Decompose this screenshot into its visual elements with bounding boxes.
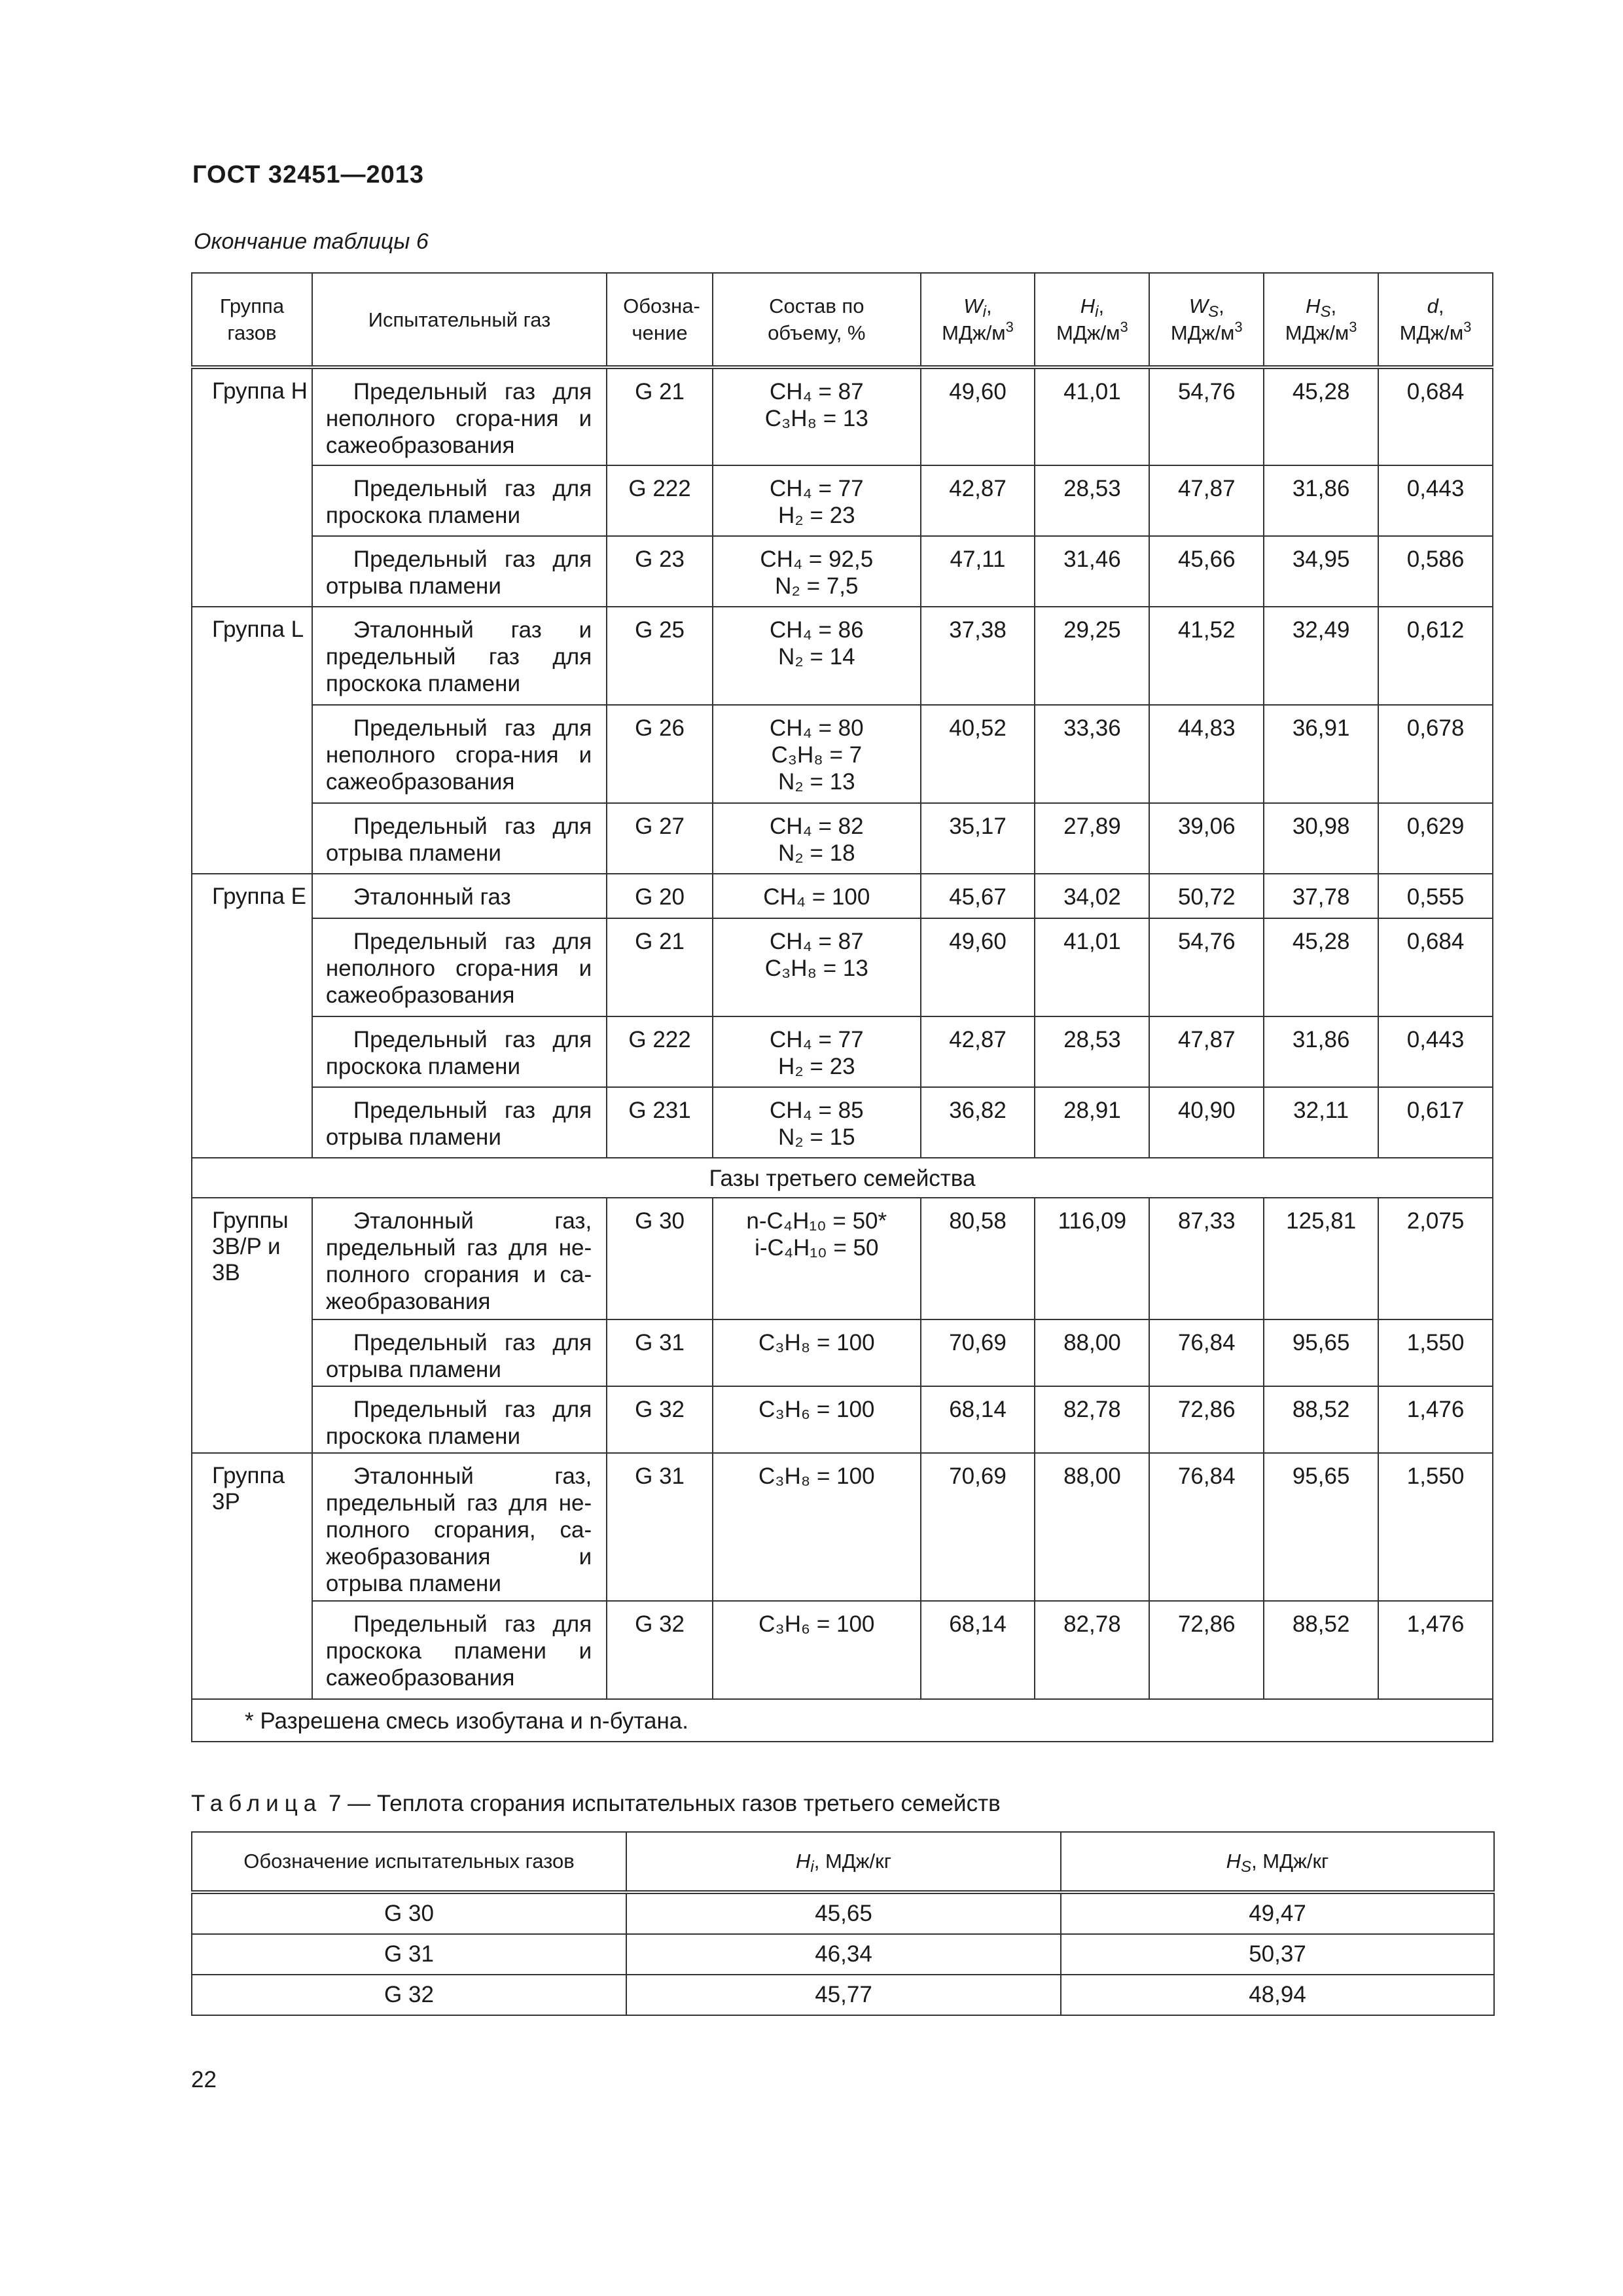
group-cell: Группы 3В/P и 3В [192,1198,312,1453]
header-composition: Состав по объему, % [713,273,921,367]
table-7-caption [191,1791,1001,1817]
header-ws: $W_S$, МДж/$м^3$ [1149,273,1264,367]
composition-line: N₂ = 13 [777,769,855,795]
table-row [192,1198,1493,1319]
designation-cell: G 31 [607,1453,713,1601]
value-wi: 49,60 [921,918,1035,1016]
designation-cell: G 30 [607,1198,713,1319]
gas-cell [312,1087,607,1158]
value-hs: 45,28 [1264,918,1378,1016]
gas-text: Эталонный газ [353,884,511,910]
table-row [192,874,1493,918]
value-ws: 40,90 [1149,1087,1264,1158]
composition-line: CH₄ = 86 [769,617,864,643]
value-ws: 54,76 [1149,918,1264,1016]
value-hs: 36,91 [1264,705,1378,803]
gas-cell [312,1198,607,1319]
value-d: 0,443 [1378,1016,1493,1087]
table-7-header-row [192,1832,1494,1892]
value-ws: 41,52 [1149,607,1264,705]
value-d: 0,617 [1378,1087,1493,1158]
value-ws: 45,66 [1149,536,1264,607]
composition-cell [713,1601,921,1699]
composition-line: C₃H₆ = 100 [758,1611,875,1637]
composition-cell [713,918,921,1016]
value-ws: 47,87 [1149,465,1264,536]
table-row [192,918,1493,1016]
table-7-caption-word: Таблица [191,1791,323,1816]
table-7-row [192,1892,1494,1934]
composition-line: CH₄ = 100 [763,884,870,910]
value-wi: 36,82 [921,1087,1035,1158]
composition-line: i-C₄H₁₀ = 50 [755,1235,879,1261]
composition-line: N₂ = 7,5 [775,573,859,599]
gas-cell [312,1386,607,1453]
value-hs: 88,52 [1264,1601,1378,1699]
header-group: Группа газов [192,273,312,367]
value-d: 0,555 [1378,874,1493,918]
composition-cell [713,367,921,465]
value-hs: 37,78 [1264,874,1378,918]
composition-line: CH₄ = 80 [769,715,864,741]
gas-cell [312,1601,607,1699]
value-d: 1,550 [1378,1453,1493,1601]
value-d: 0,678 [1378,705,1493,803]
value-hi: 27,89 [1035,803,1149,874]
t7-cell-hs: 50,37 [1061,1934,1494,1975]
value-hi: 82,78 [1035,1386,1149,1453]
value-ws: 87,33 [1149,1198,1264,1319]
composition-line: C₃H₈ = 100 [758,1463,875,1489]
value-d: 0,612 [1378,607,1493,705]
composition-line: C₃H₈ = 13 [764,956,868,981]
gas-text: Предельный газ для проскока пламени [325,1027,592,1079]
composition-line: CH₄ = 77 [769,476,864,501]
t7-header-designation: Обозначение испытательных газов [192,1832,626,1892]
gas-text: Предельный газ для проскока пламени [325,476,592,528]
composition-line: N₂ = 18 [777,840,855,866]
designation-cell: G 21 [607,918,713,1016]
composition-cell [713,874,921,918]
value-hi: 116,09 [1035,1198,1149,1319]
table-7 [191,1831,1495,2016]
gas-cell [312,1016,607,1087]
table-row [192,705,1493,803]
designation-cell: G 26 [607,705,713,803]
composition-cell [713,465,921,536]
header-d: d, МДж/$м^3$ [1378,273,1493,367]
gas-text: Предельный газ для отрыва пламени [325,1098,592,1150]
composition-line: H₂ = 23 [777,1054,855,1079]
value-hs: 34,95 [1264,536,1378,607]
value-hs: 30,98 [1264,803,1378,874]
designation-cell: G 23 [607,536,713,607]
section-row [192,1158,1493,1198]
composition-line: CH₄ = 82 [769,814,864,839]
value-hs: 95,65 [1264,1319,1378,1386]
composition-cell [713,1087,921,1158]
gas-text: Предельный газ для отрыва пламени [325,1330,592,1382]
value-hs: 32,49 [1264,607,1378,705]
value-hi: 88,00 [1035,1319,1149,1386]
value-hs: 95,65 [1264,1453,1378,1601]
composition-cell [713,1453,921,1601]
value-wi: 45,67 [921,874,1035,918]
table-row [192,1601,1493,1699]
composition-cell [713,803,921,874]
table-row [192,1319,1493,1386]
gas-text: Предельный газ для неполного сгора-ния и сажеобразования [325,379,592,458]
gas-cell [312,465,607,536]
composition-line: CH₄ = 85 [769,1098,864,1123]
gas-cell [312,874,607,918]
designation-cell: G 231 [607,1087,713,1158]
header-wi: $W_i$, МДж/$м^3$ [921,273,1035,367]
value-d: 0,684 [1378,918,1493,1016]
composition-cell [713,536,921,607]
gas-text: Предельный газ для неполного сгора-ния и сажеобразования [325,715,592,795]
t7-cell-hi: 45,77 [626,1975,1061,2015]
composition-line: C₃H₆ = 100 [758,1397,875,1422]
designation-cell: G 21 [607,367,713,465]
value-hs: 88,52 [1264,1386,1378,1453]
composition-cell [713,705,921,803]
designation-cell: G 20 [607,874,713,918]
composition-line: CH₄ = 77 [769,1027,864,1052]
value-hs: 32,11 [1264,1087,1378,1158]
gas-text: Предельный газ для проскока пламени и сажеобразования [325,1611,592,1691]
t7-cell-des: G 32 [192,1975,626,2015]
header-hi: $H_i$, МДж/$м^3$ [1035,273,1149,367]
composition-cell [713,1016,921,1087]
gas-text: Предельный газ для неполного сгора-ния и сажеобразования [325,929,592,1008]
value-hi: 28,53 [1035,1016,1149,1087]
section-title: Газы третьего семейства [192,1158,1493,1198]
header-designation: Обозна-чение [607,273,713,367]
value-wi: 42,87 [921,465,1035,536]
value-wi: 40,52 [921,705,1035,803]
designation-cell: G 32 [607,1601,713,1699]
group-cell: Группа L [192,607,312,874]
t7-cell-hi: 46,34 [626,1934,1061,1975]
value-ws: 39,06 [1149,803,1264,874]
value-hs: 125,81 [1264,1198,1378,1319]
composition-line: C₃H₈ = 100 [758,1330,875,1355]
value-hi: 34,02 [1035,874,1149,918]
composition-line: n-C₄H₁₀ = 50* [746,1208,887,1234]
value-wi: 37,38 [921,607,1035,705]
table-row [192,607,1493,705]
value-d: 1,550 [1378,1319,1493,1386]
table-row [192,465,1493,536]
value-ws: 76,84 [1149,1453,1264,1601]
group-cell: Группа E [192,874,312,1158]
value-d: 0,586 [1378,536,1493,607]
value-d: 0,443 [1378,465,1493,536]
value-hs: 31,86 [1264,1016,1378,1087]
t7-cell-des: G 31 [192,1934,626,1975]
table-6 [191,272,1493,1742]
designation-cell: G 31 [607,1319,713,1386]
gas-text: Предельный газ для отрыва пламени [325,547,592,599]
value-ws: 54,76 [1149,367,1264,465]
table-7-row [192,1934,1494,1975]
value-hi: 82,78 [1035,1601,1149,1699]
value-hi: 29,25 [1035,607,1149,705]
t7-cell-hs: 48,94 [1061,1975,1494,2015]
table-row [192,367,1493,465]
gas-cell [312,367,607,465]
t7-cell-hs: 49,47 [1061,1892,1494,1934]
gas-cell [312,705,607,803]
value-d: 1,476 [1378,1601,1493,1699]
value-wi: 47,11 [921,536,1035,607]
composition-line: CH₄ = 87 [769,379,864,404]
gas-cell [312,536,607,607]
gas-cell [312,607,607,705]
page-number: 22 [191,2067,217,2092]
gas-text: Эталонный газ, предельный газ для не-полного сгорания и са-жеобразования [325,1208,592,1314]
group-cell: Группа H [192,367,312,607]
header-hs: $H_S$, МДж/$м^3$ [1264,273,1378,367]
value-d: 1,476 [1378,1386,1493,1453]
footnote: * Разрешена смесь изобутана и n-бутана. [192,1699,1493,1742]
t7-cell-hi: 45,65 [626,1892,1061,1934]
value-hi: 31,46 [1035,536,1149,607]
value-hs: 45,28 [1264,367,1378,465]
gas-text: Предельный газ для отрыва пламени [325,814,592,866]
table-row [192,1016,1493,1087]
gas-text: Предельный газ для проскока пламени [325,1397,592,1449]
gas-text: Эталонный газ, предельный газ для не-полного сгорания, са-жеобразования и отрыва пламени [325,1463,592,1596]
designation-cell: G 27 [607,803,713,874]
table-row [192,1453,1493,1601]
table-7-row [192,1975,1494,2015]
composition-line: C₃H₈ = 13 [764,406,868,431]
t7-cell-des: G 30 [192,1892,626,1934]
value-ws: 47,87 [1149,1016,1264,1087]
value-wi: 49,60 [921,367,1035,465]
value-wi: 35,17 [921,803,1035,874]
value-wi: 42,87 [921,1016,1035,1087]
value-wi: 80,58 [921,1198,1035,1319]
value-d: 2,075 [1378,1198,1493,1319]
t7-header-hs: $H_S$, МДж/кг [1061,1832,1494,1892]
t7-header-hi: $H_i$, МДж/кг [626,1832,1061,1892]
gas-text: Эталонный газ и предельный газ для проскока пламени [325,617,592,696]
value-hi: 28,91 [1035,1087,1149,1158]
composition-line: N₂ = 14 [777,644,855,670]
footnote-row [192,1699,1493,1742]
composition-line: H₂ = 23 [777,503,855,528]
composition-cell [713,1198,921,1319]
value-wi: 70,69 [921,1319,1035,1386]
table-row [192,803,1493,874]
table-7-caption-text: 7 — Теплота сгорания испытательных газов третьего семейств [328,1791,1001,1816]
composition-line: N₂ = 15 [777,1124,855,1150]
gas-cell [312,918,607,1016]
document-title: ГОСТ 32451—2013 [192,161,425,188]
value-hi: 41,01 [1035,367,1149,465]
value-d: 0,684 [1378,367,1493,465]
value-d: 0,629 [1378,803,1493,874]
group-cell: Группа 3Р [192,1453,312,1699]
composition-cell [713,1386,921,1453]
gas-cell [312,1453,607,1601]
gas-cell [312,1319,607,1386]
composition-cell [713,607,921,705]
composition-line: CH₄ = 92,5 [760,547,874,572]
value-ws: 72,86 [1149,1601,1264,1699]
value-wi: 68,14 [921,1386,1035,1453]
value-hs: 31,86 [1264,465,1378,536]
gas-cell [312,803,607,874]
header-gas: Испытательный газ [312,273,607,367]
table-row [192,1087,1493,1158]
composition-line: C₃H₈ = 7 [771,742,863,768]
table-continuation-caption: Окончание таблицы 6 [194,229,429,254]
value-hi: 41,01 [1035,918,1149,1016]
value-ws: 44,83 [1149,705,1264,803]
value-hi: 88,00 [1035,1453,1149,1601]
value-ws: 50,72 [1149,874,1264,918]
designation-cell: G 32 [607,1386,713,1453]
value-hi: 28,53 [1035,465,1149,536]
table-row [192,1386,1493,1453]
value-ws: 72,86 [1149,1386,1264,1453]
designation-cell: G 222 [607,465,713,536]
value-ws: 76,84 [1149,1319,1264,1386]
value-wi: 68,14 [921,1601,1035,1699]
composition-line: CH₄ = 87 [769,929,864,954]
value-hi: 33,36 [1035,705,1149,803]
table-6-header-row [192,273,1493,367]
designation-cell: G 222 [607,1016,713,1087]
value-wi: 70,69 [921,1453,1035,1601]
designation-cell: G 25 [607,607,713,705]
composition-cell [713,1319,921,1386]
table-row [192,536,1493,607]
